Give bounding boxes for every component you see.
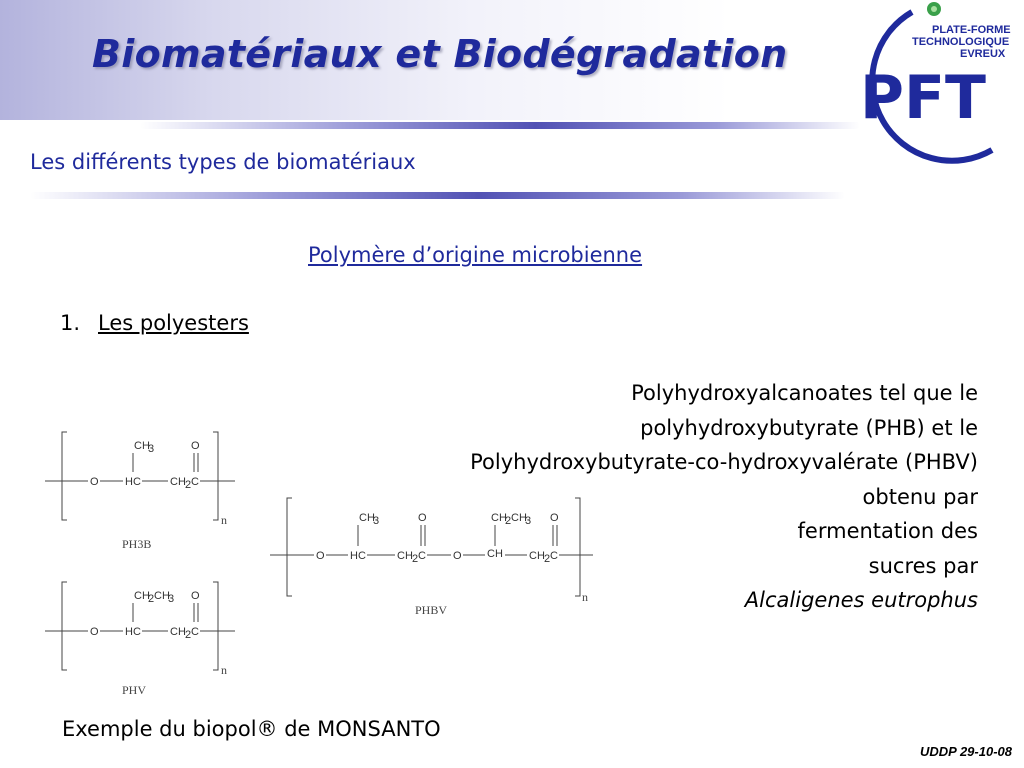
side-ch3: CH: [359, 512, 375, 524]
svg-text:3: 3: [148, 443, 155, 455]
atom-carbonyl-o: O: [550, 512, 559, 524]
svg-text:n: n: [582, 590, 588, 604]
logo-line3: EVREUX: [960, 48, 1006, 60]
atom-c: C: [418, 550, 426, 562]
logo-text: PFT: [860, 63, 986, 133]
description-line: obtenu par: [862, 484, 978, 509]
svg-text:n: n: [221, 513, 227, 527]
atom-hc: HC: [125, 626, 141, 638]
caption-ph3b: PH3B: [122, 537, 152, 551]
pft-logo: [842, 0, 1024, 165]
svg-text:2: 2: [412, 553, 419, 565]
list-item-polyesters: [60, 311, 249, 335]
atom-carbonyl-o: O: [191, 590, 200, 602]
description-line: sucres par: [868, 553, 978, 578]
structure-ph3b: [40, 428, 240, 558]
item-label: Les polyesters: [98, 311, 249, 335]
svg-text:3: 3: [373, 515, 380, 527]
svg-text:2: 2: [185, 479, 192, 491]
side-ch3: CH: [134, 440, 150, 452]
caption-phv: PHV: [122, 683, 147, 697]
svg-text:3: 3: [525, 515, 532, 527]
svg-text:3: 3: [168, 593, 175, 605]
atom-hc: HC: [350, 550, 366, 562]
atom-ch2: CH: [170, 626, 186, 638]
atom-o: O: [316, 550, 325, 562]
slide-title: Biomatériaux et Biodégradation: [92, 32, 788, 76]
description-line: Polyhydroxyalcanoates tel que le: [631, 381, 978, 405]
section-title: Polymère d’origine microbienne: [308, 243, 643, 267]
description-line: fermentation des: [797, 519, 978, 543]
organism-name: Alcaligenes eutrophus: [744, 588, 978, 612]
side-ch2: CH: [491, 512, 507, 524]
item-number: 1.: [60, 311, 81, 335]
atom-ch: CH: [487, 548, 503, 560]
atom-carbonyl-o: O: [418, 512, 427, 524]
atom-carbonyl-o: O: [191, 440, 200, 452]
atom-ch2: CH: [397, 550, 413, 562]
description-line: Polyhydroxybutyrate-co-hydroxyvalérate (PHBV): [470, 450, 978, 474]
atom-c: C: [191, 626, 199, 638]
svg-text:2: 2: [505, 515, 512, 527]
svg-text:2: 2: [148, 593, 155, 605]
atom-c: C: [550, 550, 558, 562]
logo-line2: TECHNOLOGIQUE: [912, 36, 1010, 48]
atom-ch2: CH: [529, 550, 545, 562]
caption-phbv: PHBV: [415, 603, 448, 617]
structure-phbv: [265, 490, 595, 620]
header-rule-top: [140, 122, 860, 129]
atom-o: O: [90, 476, 99, 488]
atom-c: C: [191, 476, 199, 488]
bracket-right: [213, 432, 218, 520]
svg-text:n: n: [221, 663, 227, 677]
side-ch3: CH: [154, 590, 170, 602]
bracket-left: [62, 432, 67, 520]
atom-o: O: [90, 626, 99, 638]
description-line: polyhydroxybutyrate (PHB) et le: [640, 415, 978, 440]
side-ch3: CH: [511, 512, 527, 524]
example-text: Exemple du biopol® de MONSANTO: [62, 717, 441, 741]
atom-ch2: CH: [170, 476, 186, 488]
logo-line1: PLATE-FORME: [932, 24, 1011, 36]
side-ch2: CH: [134, 590, 150, 602]
header-rule-bottom: [30, 192, 845, 199]
structure-phv: [40, 578, 240, 703]
atom-o-mid: O: [453, 550, 462, 562]
slide-subtitle: Les différents types de biomatériaux: [30, 150, 416, 174]
footer-date: UDDP 29-10-08: [919, 744, 1012, 759]
atom-hc: HC: [125, 476, 141, 488]
svg-text:2: 2: [544, 553, 551, 565]
svg-text:2: 2: [185, 629, 192, 641]
